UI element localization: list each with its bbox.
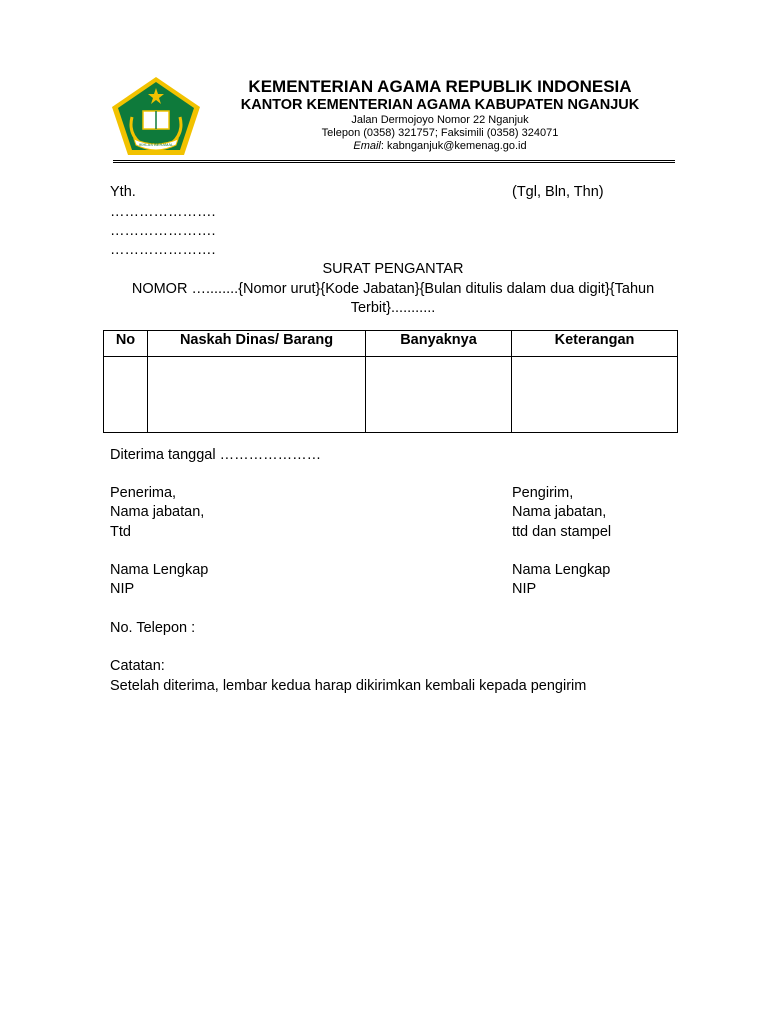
ministry-logo — [110, 75, 202, 157]
recipient-nip: NIP — [110, 581, 135, 597]
recipient-title: Nama jabatan, — [110, 504, 205, 520]
sender-title: Nama jabatan, — [512, 504, 607, 520]
kemenag-emblem-icon — [110, 75, 202, 157]
note-text: Setelah diterima, lembar kedua harap dikirimkan kembali kepada pengirim — [110, 678, 587, 694]
office-address: Jalan Dermojoyo Nomor 22 Nganjuk — [351, 114, 529, 126]
table-header-row — [104, 331, 678, 357]
letter-title: SURAT PENGANTAR — [322, 261, 464, 277]
recipient-name: Nama Lengkap — [110, 562, 209, 578]
office-email — [222, 140, 658, 153]
sender-nip: NIP — [512, 581, 537, 597]
recipient-line: …………………. — [110, 223, 216, 239]
ministry-name: KEMENTERIAN AGAMA REPUBLIK INDONESIA — [248, 77, 632, 96]
sender-role: Pengirim, — [512, 485, 574, 501]
date-placeholder: (Tgl, Bln, Thn) — [512, 184, 604, 200]
letterhead-divider — [113, 160, 675, 161]
received-date: Diterima tanggal ………………… — [110, 447, 322, 463]
header-quantity: Banyaknya — [366, 331, 512, 357]
letter-number: NOMOR …........{Nomor urut}{Kode Jabatan}{Bulan ditulis dalam dua digit}{Tahun Terbit}........... — [131, 281, 655, 316]
table-row — [104, 357, 678, 433]
letterhead-divider-thin — [113, 162, 675, 163]
recipient-line: …………………. — [110, 204, 216, 220]
items-table — [103, 330, 678, 433]
yth-label: Yth. — [110, 184, 136, 200]
sender-name: Nama Lengkap — [512, 562, 611, 578]
office-phone-fax: Telepon (0358) 321757; Faksimili (0358) 324071 — [321, 127, 559, 139]
recipient-signature: Ttd — [110, 524, 131, 540]
header-document: Naskah Dinas/ Barang — [148, 331, 366, 357]
sender-signature: ttd dan stampel — [512, 524, 612, 540]
header-no: No — [104, 331, 148, 357]
email-label: Email — [353, 140, 381, 152]
recipient-line: …………………. — [110, 242, 216, 258]
table-cell — [512, 357, 678, 433]
table-cell — [366, 357, 512, 433]
recipient-role: Penerima, — [110, 485, 177, 501]
office-name: KANTOR KEMENTERIAN AGAMA KABUPATEN NGANJUK — [240, 97, 640, 113]
phone-label: No. Telepon : — [110, 620, 196, 636]
svg-text:IKHLAS BERAMAL: IKHLAS BERAMAL — [138, 142, 174, 147]
note-label: Catatan: — [110, 658, 165, 674]
email-value: : kabnganjuk@kemenag.go.id — [380, 140, 527, 152]
table-cell — [104, 357, 148, 433]
table-cell — [148, 357, 366, 433]
header-notes: Keterangan — [512, 331, 678, 357]
